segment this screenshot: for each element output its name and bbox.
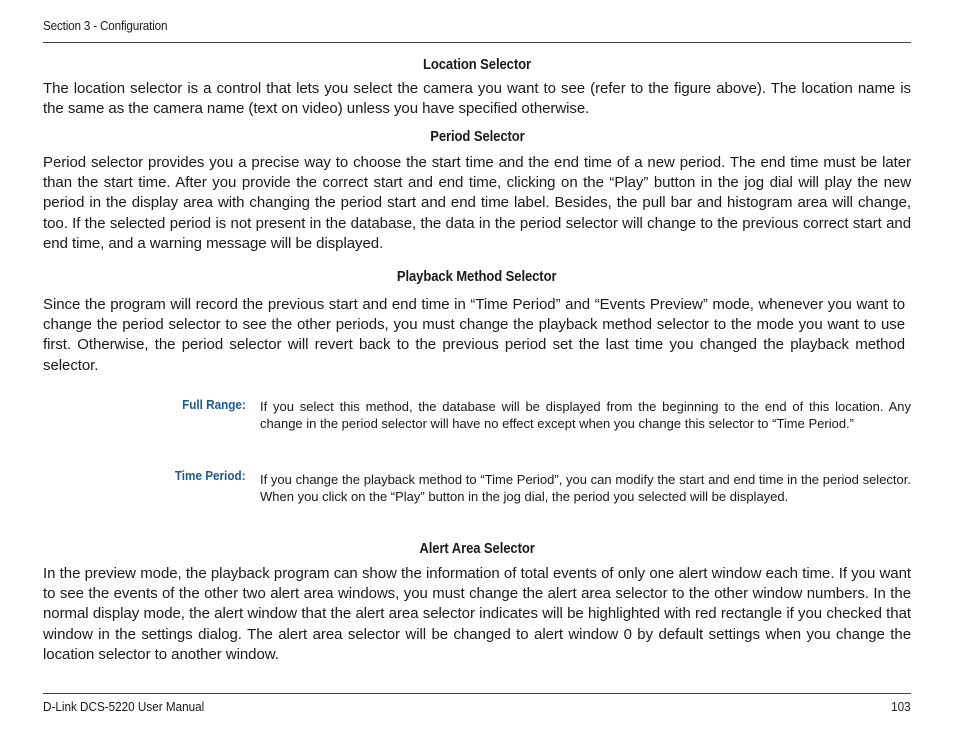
alert-area-heading	[43, 541, 911, 557]
definition-full-range: If you select this method, the database will be displayed from the beginning to the end of this location. Any change in the period selector will have no effect except when you change this selector to “Time Period.”	[260, 399, 911, 432]
page-number: 103	[891, 699, 911, 714]
term-time-period	[167, 468, 246, 483]
period-selector-paragraph: Period selector provides you a precise way to choose the start time and the end time of a new period. The end time must be later than the start time. After you provide the correct start and end time, clicking on the “Play” button in the jog dial will play the new period in the display area with changing the period start and end time label. Besides, the pull bar and histogram area will change, too. If the selected period is not present in the database, the data in the period selector will change to the previous correct start and end time, and a warning message will be displayed.	[43, 154, 911, 252]
section-header: Section 3 - Configuration	[43, 18, 168, 33]
period-selector-heading	[43, 129, 911, 145]
alert-area-heading-text: Alert Area Selector	[419, 541, 535, 557]
location-selector-paragraph: The location selector is a control that lets you select the camera you want to see (refer to the figure above). The location name is the same as the camera name (text on video) unless you have specified otherwise.	[43, 80, 911, 118]
playback-method-heading	[43, 269, 911, 285]
alert-area-paragraph: In the preview mode, the playback program can show the information of total events of only one alert window each time. If you want to see the events of the other two alert area windows, you must change the alert area selector to the other window numbers. In the normal display mode, the alert window that the alert area selector indicates will be highlighted with red rectangle if you checked that window in the settings dialog. The alert area selector will be changed to alert window 0 by default settings when you change the location selector to another window.	[43, 565, 911, 663]
location-selector-heading	[43, 57, 911, 73]
footer-divider	[43, 693, 911, 694]
definition-time-period: If you change the playback method to “Time Period”, you can modify the start and end time in the period selector. When you click on the “Play” button in the jog dial, the period you selected will be displayed.	[260, 472, 911, 505]
manual-title: D-Link DCS-5220 User Manual	[43, 699, 205, 714]
term-time-period-label: Time Period:	[175, 468, 246, 483]
term-full-range-label: Full Range:	[182, 397, 246, 412]
period-selector-heading-text: Period Selector	[429, 129, 525, 145]
header-divider	[43, 42, 911, 43]
playback-method-heading-text: Playback Method Selector	[397, 269, 557, 285]
term-full-range	[175, 397, 246, 412]
location-selector-heading-text: Location Selector	[423, 57, 531, 73]
playback-method-paragraph: Since the program will record the previous start and end time in “Time Period” and “Events Preview” mode, whenever you want to change the period selector to see the other periods, you must change the playback method selector to the mode you want to use first. Otherwise, the period selector will revert back to the previous period set the last time you changed the playback method selector.	[43, 296, 905, 374]
